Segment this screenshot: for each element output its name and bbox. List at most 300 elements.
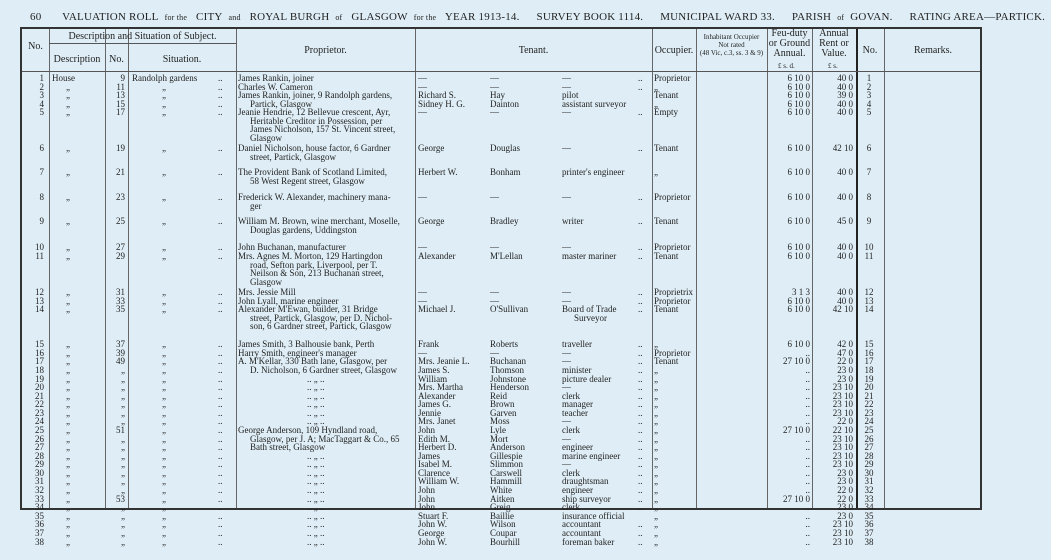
proprietor-line: son, 6 Gardner street, Partick, Glasgow [250, 321, 392, 332]
parish: PARISH [791, 11, 832, 23]
row-number: 25 [35, 425, 44, 435]
annual-rent: 23 10 [832, 451, 853, 461]
occupier: „ [654, 167, 658, 177]
leader-dots: .. [218, 99, 223, 109]
situation: „ [162, 82, 166, 92]
occupier: „ [654, 382, 658, 392]
annual-rent: 40 0 [837, 251, 853, 261]
row-number: 16 [35, 348, 44, 358]
row-number-right: 5 [866, 107, 872, 117]
leader-dots: .. [218, 502, 223, 512]
tenant-surname: Greig [490, 502, 511, 512]
tenant-occupation: clerk [562, 502, 580, 512]
leader-dots: .. [218, 511, 223, 521]
leader-dots: .. [218, 459, 223, 469]
occupier: „ [654, 399, 658, 409]
annual-rent: 22 0 [837, 356, 853, 366]
tenant-surname: Hay [490, 90, 505, 100]
house-number: „ [121, 468, 125, 478]
inhabitant-line: (48 Vic, c.3, ss. 3 & 9) [699, 49, 764, 57]
tenant-first-name: Edith M. [418, 434, 451, 444]
feu-duty: 6 10 0 [787, 251, 810, 261]
leader-dots: .. [638, 459, 643, 469]
proprietor-line: street, Partick, Glasgow, per D. Nichol- [250, 312, 393, 323]
house-number: „ [121, 442, 125, 452]
tenant-surname: Bourhill [490, 537, 521, 547]
leader-dots: .. [218, 216, 223, 226]
feu-duty: 6 10 0 [787, 167, 810, 177]
house-number: 35 [116, 304, 125, 314]
row-number-right: 8 [866, 192, 872, 202]
feu-duty: .. [805, 468, 810, 478]
row-number-right: 3 [866, 90, 872, 100]
parish: of [837, 13, 845, 22]
situation: Randolph gardens [132, 73, 198, 83]
situation: „ [162, 167, 166, 177]
rent-line: Rent or [819, 38, 849, 49]
proprietor-line: .. „ .. [307, 416, 325, 426]
annual-rent: 23 10 [832, 442, 853, 452]
row-number-right: 37 [864, 528, 874, 538]
row-number: 14 [35, 304, 44, 314]
row-number: 15 [35, 339, 44, 349]
annual-rent: 23 0 [837, 476, 853, 486]
leader-dots: .. [638, 528, 643, 538]
row-number: 9 [39, 216, 44, 226]
description: „ [66, 476, 70, 486]
feu-duty: 6 10 0 [787, 216, 810, 226]
leader-dots: .. [638, 434, 643, 444]
row-number: 11 [35, 251, 44, 261]
row-number-right: 27 [864, 442, 874, 452]
tenant-occupation: engineer [562, 442, 593, 452]
leader-dots: .. [638, 374, 643, 384]
proprietor-line: Harry Smith, engineer's manager [238, 348, 357, 358]
row-number: 28 [35, 451, 44, 461]
leader-dots: .. [218, 476, 223, 486]
description: „ [66, 348, 70, 358]
feu-duty: .. [805, 485, 810, 495]
row-number: 5 [39, 107, 44, 117]
occupier: „ [654, 537, 658, 547]
title-part: and [228, 13, 241, 22]
row-number-right: 31 [864, 476, 874, 486]
annual-rent: 40 0 [837, 73, 853, 83]
description: „ [66, 451, 70, 461]
house-number: „ [121, 365, 125, 375]
page-header [30, 11, 1051, 23]
description: „ [66, 365, 70, 375]
leader-dots: .. [218, 528, 223, 538]
tenant-first-name: John [418, 494, 436, 504]
occupier: „ [654, 494, 658, 504]
leader-dots: .. [638, 296, 643, 306]
title-part: GLASGOW [351, 11, 408, 23]
house-number: 31 [116, 287, 125, 297]
annual-rent: 40 0 [837, 242, 853, 252]
leader-dots: .. [218, 468, 223, 478]
description: House [52, 73, 75, 83]
tenant-surname: Lyle [490, 425, 506, 435]
header-rule [22, 71, 980, 72]
house-number: 11 [116, 82, 125, 92]
proprietor-line: road, Sefton park, Liverpool, per T. [250, 259, 378, 270]
feu-duty: 6 10 0 [787, 90, 810, 100]
tenant-surname: Anderson [490, 442, 525, 452]
tenant-first-name: George [418, 216, 445, 226]
feu-duty: 6 10 0 [787, 82, 810, 92]
tenant-first-name: Clarence [418, 468, 450, 478]
col-header-description: Description [53, 54, 101, 65]
tenant-occupation: Board of Trade [562, 304, 617, 314]
proprietor-line: Bath street, Glasgow [250, 442, 326, 453]
description: „ [66, 434, 70, 444]
annual-rent: 40 0 [837, 99, 853, 109]
occupier: „ [654, 339, 658, 349]
leader-dots: .. [638, 476, 643, 486]
row-number-right: 38 [864, 537, 874, 547]
proprietor-line: .. „ .. [307, 511, 325, 521]
situation: „ [162, 537, 166, 547]
occupier: „ [654, 374, 658, 384]
leader-dots: .. [218, 374, 223, 384]
row-number: 13 [35, 296, 44, 306]
house-number: 25 [116, 216, 125, 226]
proprietor-line: The Provident Bank of Scotland Limited, [238, 167, 387, 177]
proprietor-line: James Smith, 3 Balhousie bank, Perth [238, 339, 375, 349]
description: „ [66, 99, 70, 109]
situation: „ [162, 296, 166, 306]
tenant-occupation: pilot [562, 90, 579, 100]
proprietor-line: .. „ .. [307, 468, 325, 478]
occupier: „ [654, 451, 658, 461]
annual-rent: 40 0 [837, 287, 853, 297]
situation: „ [162, 382, 166, 392]
row-number-right: 17 [864, 356, 874, 366]
proprietor-line: .. „ .. [307, 374, 325, 384]
situation: „ [162, 408, 166, 418]
leader-dots: .. [638, 73, 643, 83]
tenant-first-name: John [418, 425, 436, 435]
proprietor-line: Glasgow, per J. A; MacTaggart & Co., 65 [250, 433, 400, 444]
tenant-first-name: — [418, 107, 427, 117]
situation: „ [162, 528, 166, 538]
situation: „ [162, 399, 166, 409]
feu-duty: .. [805, 365, 810, 375]
tenant-occupation: writer [562, 216, 584, 226]
leader-dots: .. [638, 416, 643, 426]
description: „ [66, 442, 70, 452]
tenant-occupation: picture dealer [562, 374, 612, 384]
tenant-occupation: foreman baker [562, 537, 615, 547]
column-rule [812, 29, 813, 508]
feu-duty: .. [805, 451, 810, 461]
leader-dots: .. [218, 425, 223, 435]
tenant-surname: Aitken [490, 494, 515, 504]
tenant-surname: Bonham [490, 167, 521, 177]
leader-dots: .. [218, 107, 223, 117]
inhabitant-line: Inhabitant Occupier [703, 33, 760, 41]
tenant-surname: Reid [490, 391, 507, 401]
tenant-first-name: Frank [418, 339, 439, 349]
title-part: VALUATION ROLL [62, 11, 159, 23]
house-number: „ [121, 476, 125, 486]
leader-dots: .. [218, 442, 223, 452]
tenant-occupation: — [562, 143, 571, 153]
leader-dots: .. [218, 416, 223, 426]
tenant-first-name: — [418, 348, 427, 358]
feu-duty: .. [805, 537, 810, 547]
description: „ [66, 107, 70, 117]
leader-dots: .. [218, 143, 223, 153]
house-number: 27 [116, 242, 125, 252]
situation: „ [162, 242, 166, 252]
tenant-occupation: — [562, 348, 571, 358]
description: „ [66, 251, 70, 261]
proprietor-line: Heritable Creditor in Possession, per [250, 115, 383, 126]
parish: GOVAN. [850, 11, 893, 23]
feu-duty: 6 10 0 [787, 304, 810, 314]
occupier: Proprietor [654, 296, 691, 306]
row-number: 21 [35, 391, 44, 401]
row-number-right: 2 [866, 82, 872, 92]
occupier: Proprietor [654, 348, 691, 358]
proprietor-line: .. „ .. [307, 459, 325, 469]
description: „ [66, 287, 70, 297]
feu-duty: 6 10 0 [787, 296, 810, 306]
occupier: Proprietrix [654, 287, 693, 297]
annual-rent: 22 0 [837, 494, 853, 504]
feu-duty: 6 10 0 [787, 339, 810, 349]
tenant-occupation: assistant surveyor [562, 99, 627, 109]
tenant-first-name: John [418, 502, 436, 512]
situation: „ [162, 107, 166, 117]
proprietor-line: Neilson & Son, 213 Buchanan street, [250, 268, 384, 279]
row-number-right: 20 [864, 382, 874, 392]
row-number-right: 7 [866, 167, 872, 177]
occupier: Proprietor [654, 192, 691, 202]
column-rule [49, 29, 50, 508]
situation: „ [162, 451, 166, 461]
proprietor-line: Mrs. Jessie Mill [238, 287, 296, 297]
proprietor-line: .. „ .. [307, 528, 325, 538]
proprietor-line: .. „ .. [307, 399, 325, 409]
tenant-first-name: — [418, 73, 427, 83]
tenant-surname: Slimmon [490, 459, 524, 469]
description: „ [66, 537, 70, 547]
tenant-first-name: James [418, 451, 440, 461]
tenant-surname: Thomson [490, 365, 525, 375]
tenant-surname: Dainton [490, 99, 519, 109]
tenant-first-name: Mrs. Janet [418, 416, 456, 426]
row-number: 38 [35, 537, 44, 547]
occupier: Proprietor [654, 242, 691, 252]
occupier: „ [654, 442, 658, 452]
occupier: Empty [654, 107, 678, 117]
annual-rent: 23 10 [832, 528, 853, 538]
proprietor-line: .. „ .. [307, 382, 325, 392]
tenant-occupation: draughtsman [562, 476, 609, 486]
tenant-surname: Brown [490, 399, 515, 409]
row-number-right: 4 [866, 99, 872, 109]
row-number: 24 [35, 416, 44, 426]
description: „ [66, 511, 70, 521]
tenant-first-name: Mrs. Jeanie L. [418, 356, 470, 366]
proprietor-line: .. „ .. [307, 476, 325, 486]
leader-dots: .. [218, 434, 223, 444]
house-number: „ [121, 416, 125, 426]
col-header-inhabitant [697, 33, 766, 57]
occupier: „ [654, 485, 658, 495]
proprietor-line: James Nicholson, 157 St. Vincent street, [250, 124, 396, 135]
tenant-first-name: William W. [418, 476, 460, 486]
proprietor-line: .. „ .. [307, 519, 325, 529]
row-number-right: 13 [864, 296, 874, 306]
row-number-right: 36 [864, 519, 874, 529]
house-number: 51 [116, 425, 125, 435]
tenant-surname: Moss [490, 416, 510, 426]
house-number: „ [121, 485, 125, 495]
description: „ [66, 391, 70, 401]
occupier: Tenant [654, 90, 679, 100]
situation: „ [162, 356, 166, 366]
row-number-right: 24 [864, 416, 874, 426]
feu-duty: .. [805, 528, 810, 538]
situation: „ [162, 216, 166, 226]
leader-dots: .. [218, 167, 223, 177]
annual-rent: 23 0 [837, 511, 853, 521]
tenant-occupation: clerk [562, 468, 580, 478]
occupier: „ [654, 502, 658, 512]
tenant-surname: Buchanan [490, 356, 526, 366]
column-rule [696, 29, 697, 508]
leader-dots: .. [638, 192, 643, 202]
annual-rent: 23 10 [832, 537, 853, 547]
tenant-first-name: Alexander [418, 391, 456, 401]
row-number-right: 22 [864, 399, 874, 409]
leader-dots: .. [638, 502, 643, 512]
tenant-occupation: printer's engineer [562, 167, 625, 177]
leader-dots: .. [218, 365, 223, 375]
leader-dots: .. [638, 242, 643, 252]
tenant-occupation: accountant [562, 528, 601, 538]
description: „ [66, 416, 70, 426]
situation: „ [162, 468, 166, 478]
house-number: „ [121, 408, 125, 418]
tenant-first-name: George [418, 143, 445, 153]
house-number: 53 [116, 494, 125, 504]
situation: „ [162, 192, 166, 202]
occupier: „ [654, 82, 658, 92]
column-rule [415, 29, 416, 508]
annual-rent: 23 10 [832, 519, 853, 529]
leader-dots: .. [638, 304, 643, 314]
row-number-right: 18 [864, 365, 874, 375]
description: „ [66, 82, 70, 92]
row-number-right: 28 [864, 451, 874, 461]
feu-duty: 27 10 0 [783, 425, 810, 435]
leader-dots: .. [218, 451, 223, 461]
annual-rent: 42 0 [837, 339, 853, 349]
situation: „ [162, 434, 166, 444]
tenant-first-name: Sidney H. G. [418, 99, 465, 109]
inhabitant-line: Not rated [718, 41, 745, 49]
feu-duty: .. [805, 408, 810, 418]
description: „ [66, 408, 70, 418]
row-number-right: 19 [864, 374, 874, 384]
row-number-right: 32 [864, 485, 874, 495]
tenant-first-name: James G. [418, 399, 451, 409]
feu-duty: 6 10 0 [787, 73, 810, 83]
leader-dots: .. [638, 391, 643, 401]
proprietor-line: .. „ .. [307, 451, 325, 461]
feu-units: £ s. d. [778, 62, 795, 70]
leader-dots: .. [638, 468, 643, 478]
occupier: „ [654, 434, 658, 444]
description: „ [66, 468, 70, 478]
leader-dots: .. [218, 90, 223, 100]
rent-units: £ s. [828, 62, 838, 70]
tenant-occupation: clerk [562, 425, 580, 435]
row-number: 32 [35, 485, 44, 495]
row-number-right: 6 [866, 143, 872, 153]
annual-rent: 23 10 [832, 459, 853, 469]
annual-rent: 23 0 [837, 365, 853, 375]
row-number-right: 10 [864, 242, 874, 252]
column-rule [652, 29, 653, 508]
situation: „ [162, 476, 166, 486]
occupier: „ [654, 365, 658, 375]
tenant-occupation: — [562, 287, 571, 297]
house-number: „ [121, 519, 125, 529]
feu-duty: .. [805, 476, 810, 486]
occupier: „ [654, 416, 658, 426]
feu-duty: 6 10 0 [787, 242, 810, 252]
row-number: 37 [35, 528, 44, 538]
page-number: 60 [30, 11, 42, 23]
feu-duty: .. [805, 374, 810, 384]
house-number: 23 [116, 192, 125, 202]
annual-rent: 23 10 [832, 399, 853, 409]
proprietor-line: ger [250, 200, 262, 211]
row-number-right: 29 [864, 459, 874, 469]
annual-rent: 23 10 [832, 434, 853, 444]
leader-dots: .. [638, 365, 643, 375]
tenant-surname: Baillie [490, 511, 514, 521]
tenant-first-name: Isabel M. [418, 459, 452, 469]
tenant-first-name: Michael J. [418, 304, 456, 314]
feu-duty: 27 10 0 [783, 494, 810, 504]
proprietor-line: .. „ .. [307, 494, 325, 504]
row-number: 34 [35, 502, 44, 512]
annual-rent: 23 10 [832, 382, 853, 392]
row-number-right: 14 [864, 304, 874, 314]
feu-duty: .. [805, 459, 810, 469]
leader-dots: .. [218, 494, 223, 504]
house-number: 15 [116, 99, 125, 109]
tenant-occupation-cont: Surveyor [574, 312, 607, 323]
proprietor-line: Daniel Nicholson, house factor, 6 Gardner [238, 143, 391, 153]
proprietor-line: A. M'Kellar, 330 Bath lane, Glasgow, per [238, 356, 388, 366]
description: „ [66, 216, 70, 226]
row-number: 33 [35, 494, 44, 504]
tenant-occupation: clerk [562, 391, 580, 401]
col-header-tenant: Tenant. [518, 45, 549, 56]
col-header-no2: No. [862, 45, 878, 56]
tenant-occupation: marine engineer [562, 451, 621, 461]
leader-dots: .. [218, 73, 223, 83]
tenant-surname: Wilson [490, 519, 516, 529]
